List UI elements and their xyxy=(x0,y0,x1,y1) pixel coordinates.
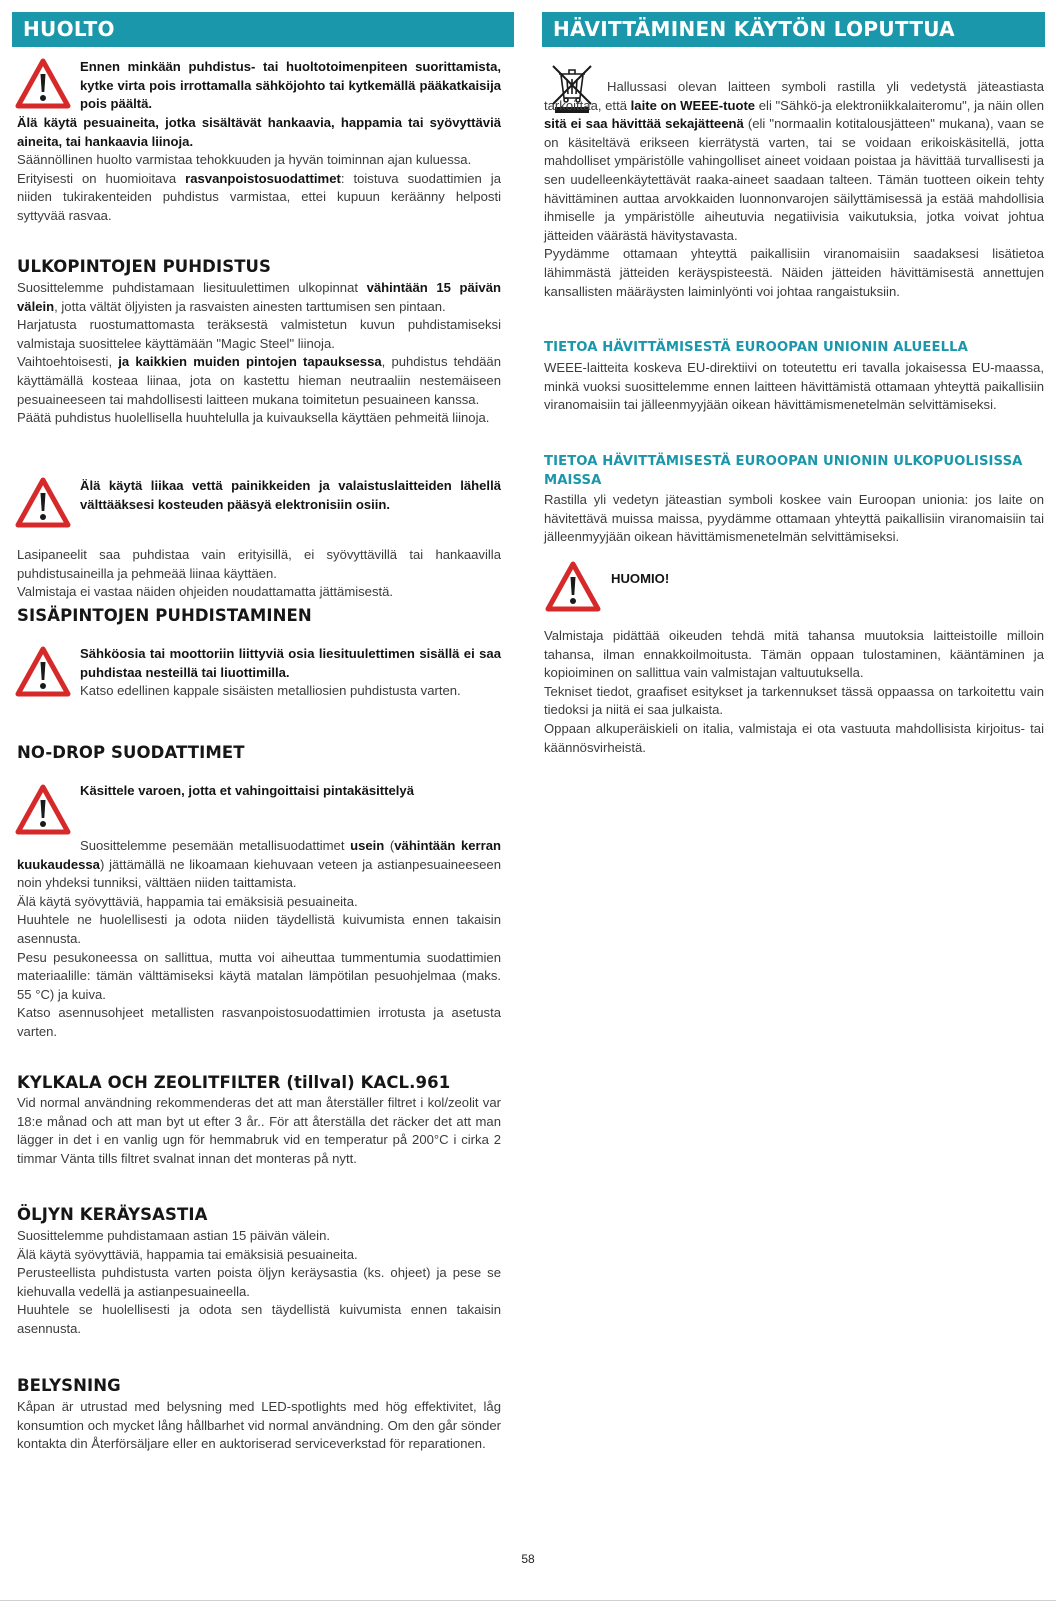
heading-non-eu-disposal: TIETOA HÄVITTÄMISESTÄ EUROOPAN UNIONIN ULKOPUOLISISSA MAISSA xyxy=(544,454,1023,488)
heading-carbon-filter: KYLKALA OCH ZEOLITFILTER (tillval) KACL.961 xyxy=(17,1073,451,1092)
paragraph: Säännöllinen huolto varmistaa tehokkuuden ja hyvän toiminnan ajan kuluessa. xyxy=(17,152,472,168)
paragraph: Lasipaneelit saa puhdistaa vain erityisillä, ei syövyttävillä tai hankaavilla puhdistusaineilla ja pehmeää liinaa käyttäen. xyxy=(17,547,501,581)
warning-text: Käsittele varoen, jotta et vahingoittaisi pintakäsittelyä xyxy=(80,783,414,798)
paragraph: Perusteellista puhdistusta varten poista öljyn keräysastia (ks. ohjeet) ja pese se kiehuvalla vedellä ja astianpesuaineella. xyxy=(17,1265,501,1299)
warning-text: Älä käytä liikaa vettä painikkeiden ja valaistuslaitteiden lähellä välttääksesi kosteuden pääsyä elektronisiin osiin. xyxy=(80,478,501,512)
page-bottom-rule xyxy=(0,1600,1056,1601)
paragraph: Vid normal användning rekommenderas det att man återställer filtret i kol/zeolit var 18:e månad och att man byt ut efter 3 år.. För att återställa det räcker det att man lägger in det i en vanlig ugn för hemmabruk vid en temperatur på 200°C i cirka 2 timmar Vänta tills filtret svalnat innan det monteras på nytt. xyxy=(17,1095,501,1166)
paragraph: Suosittelemme puhdistamaan liesituulettimen ulkopinnat vähintään 15 päivän välein, jotta vältät öljyisten ja rasvaisten ainesten tarttumisen sen pintaan. xyxy=(17,280,501,314)
warning-block-inside xyxy=(80,645,501,701)
warning-triangle-icon xyxy=(545,561,601,613)
heading-lighting: BELYSNING xyxy=(17,1376,121,1395)
paragraph: Harjatusta ruostumattomasta teräksestä valmistetun kuvun puhdistamiseksi valmistaja suosittelee käyttämään "Magic Steel" liinoja. xyxy=(17,317,501,351)
note-title xyxy=(611,570,669,589)
paragraph: Katso edellinen kappale sisäisten metalliosien puhdistusta varten. xyxy=(80,683,461,699)
paragraph: Tekniset tiedot, graafiset esitykset ja tarkennukset tässä oppaassa on tarkoitettu vain tiedoksi ja niitä ei saa julkaista. xyxy=(544,683,1044,718)
paragraph: Hallussasi olevan laitteen symboli rastilla yli vedetystä jäteastiasta tarkoittaa, että laite on WEEE-tuote eli "Sähkö-ja elektroniikkalaiteromu", ja näin ollen sitä ei saa hävittää sekajätteenä (eli "normaalin kotitalousjätteen" mukana), vaan se on käsiteltävä erikseen kierrätystä varten, tai se voidaan erikoiskäsitellä, jotta mahdolliset ympäristölle vahingolliset aineet voidaan poistaa ja hävittää turvallisesti ja sen uudelleenkäytettävät raaka-aineet saadaan talteen. Tämän tuotteen oikein tehty hävittäminen auttaa arvokkaiden luonnonvarojen säilyttämisessä ja estää mahdollisia ihmiselle ja ympäristölle aiheutuvia negatiivisia vaikutuksia, jotka voivat johtua jätteiden väärästä hävitystavasta. xyxy=(544,79,1044,243)
paragraph: Huuhtele ne huolellisesti ja odota niiden täydellistä kuivumista ennen takaisin asennusta. xyxy=(17,912,501,946)
warning-triangle-icon xyxy=(15,58,71,110)
section-header-huolto: HUOLTO xyxy=(12,12,514,47)
nodrop-text xyxy=(17,837,501,1042)
non-eu-disposal-text xyxy=(544,491,1044,547)
paragraph: Pyydämme ottamaan yhteyttä paikallisiin viranomaisiin saadaksesi lisätietoa lähimmästä jätteiden keräyspisteestä. Näiden jätteiden hävittämisestä annettujen kansallisten määräysten laiminlyönti voi johtaa rangaistuksiin. xyxy=(544,246,1044,299)
paragraph: Valmistaja pidättää oikeuden tehdä mitä tahansa muutoksia laitteistoille milloin tahansa, ilman ennakkoilmoitusta. Tämän oppaan tulostaminen, kääntäminen ja kopioiminen on sallittua vain valmistajan valtuutuksella. xyxy=(544,628,1044,681)
glass-cleaning-text xyxy=(17,546,501,602)
paragraph: Rastilla yli vedetyn jäteastian symboli koskee vain Euroopan unionia: jos laite on hävitettävä muissa maissa, pyydämme ottamaan yhteyttä paikallisiin viranomaisiin tai jälleenmyyjään oikean hävittämismenetelmän selvittämiseksi. xyxy=(544,492,1044,545)
carbon-filter-text xyxy=(17,1094,501,1168)
warning-block-power xyxy=(80,58,501,114)
paragraph: Suosittelemme puhdistamaan astian 15 päivän välein. xyxy=(17,1228,330,1243)
heading-outside-cleaning: ULKOPINTOJEN PUHDISTUS xyxy=(17,257,272,276)
heading-nodrop-filters: NO-DROP SUODATTIMET xyxy=(17,743,245,762)
warning-triangle-icon xyxy=(15,477,71,529)
warning-triangle-icon xyxy=(15,646,71,698)
paragraph: Katso asennusohjeet metallisten rasvanpoistosuodattimien irrotusta ja asetusta varten. xyxy=(17,1005,501,1039)
paragraph: Kåpan är utrustad med belysning med LED-spotlights med hög effektivitet, låg konsumtion och mycket lång hållbarhet vid normal användning. Om den går sönder kontakta din Återförsäljare eller en auktoriserad serviceverkstad för reparationen. xyxy=(17,1399,501,1452)
paragraph: Pesu pesukoneessa on sallittua, mutta voi aiheuttaa tummentumia suodattimien materiaalille: tämän välttämiseksi käytä matalan lämpötilan pesuohjelmaa (maks. 55 °C) ja kuiva. xyxy=(17,949,501,1002)
maintenance-text xyxy=(17,114,501,226)
warning-block-nodrop xyxy=(80,782,501,801)
section-header-disposal: HÄVITTÄMINEN KÄYTÖN LOPUTTUA xyxy=(542,12,1045,47)
oil-collector-text xyxy=(17,1227,501,1339)
weee-text xyxy=(544,78,1044,301)
paragraph: Suosittelemme pesemään metallisuodattimet usein (vähintään kerran kuukaudessa) jättämällä ne likoamaan kiehuvaan veteen ja astianpesuaineeseen noin yhdeksi tunniksi, välttäen niiden taittamista. xyxy=(17,838,502,891)
warning-text: Sähköosia tai moottoriin liittyviä osia liesituulettimen sisällä ei saa puhdistaa nesteillä tai liuottimilla. xyxy=(80,646,501,680)
paragraph: Älä käytä syövyttäviä, happamia tai emäksisiä pesuaineita. xyxy=(17,893,358,909)
warning-detergents: Älä käytä pesuaineita, jotka sisältävät hankaavia, happamia tai syövyttäviä aineita, tai hankaavia liinoja. xyxy=(17,115,501,149)
warning-text: Ennen minkään puhdistus- tai huoltotoimenpiteen suorittamista, kytke virta pois irrottamalla sähköjohto tai kytkemällä pääkatkaisija pois päältä. xyxy=(80,59,501,112)
paragraph: Päätä puhdistus huolellisella huuhtelulla ja kuivauksella käyttäen pehmeitä liinoja. xyxy=(17,410,490,426)
heading-eu-disposal: TIETOA HÄVITTÄMISESTÄ EUROOPAN UNIONIN ALUEELLA xyxy=(544,340,968,355)
warning-triangle-icon xyxy=(15,784,71,836)
heading-oil-collector: ÖLJYN KERÄYSASTIA xyxy=(17,1205,208,1224)
paragraph: Erityisesti on huomioitava rasvanpoistosuodattimet: toistuva suodattimien ja niiden tukirakenteiden puhdistus varmistaa, ettei kupuun keräänny helposti syttyvää rasvaa. xyxy=(17,170,501,223)
page-number: 58 xyxy=(521,1552,535,1566)
note-text xyxy=(544,627,1044,757)
paragraph: Valmistaja ei vastaa näiden ohjeiden noudattamatta jättämisestä. xyxy=(17,584,394,600)
paragraph: Vaihtoehtoisesti, ja kaikkien muiden pintojen tapauksessa, puhdistus tehdään käyttämällä kosteaa liinaa, jota on kastettu hieman neutraaliin nestemäiseen pesuaineeseen tai mahdollisesti laitteen mukana toimitetun pesuaineen kanssa. xyxy=(17,354,501,407)
eu-disposal-text xyxy=(544,359,1044,415)
heading-inside-cleaning: SISÄPINTOJEN PUHDISTAMINEN xyxy=(17,606,312,625)
warning-block-water xyxy=(80,477,501,514)
outside-cleaning-text xyxy=(17,279,501,428)
paragraph: Huuhtele se huolellisesti ja odota sen täydellistä kuivumista ennen takaisin asennusta. xyxy=(17,1302,501,1336)
paragraph: WEEE-laitteita koskeva EU-direktiivi on toteutettu eri tavalla jokaisessa EU-maassa, minkä vuoksi suosittelemme ennen laitteen hävittämistä ottamaan yhteyttä paikallisiin viranomaisiin tai jälleenmyyjään oikean hävittämismenetelmän selvittämiseksi. xyxy=(544,360,1044,413)
note-title-text: HUOMIO! xyxy=(611,571,670,586)
paragraph: Älä käytä syövyttäviä, happamia tai emäksisiä pesuaineita. xyxy=(17,1246,358,1262)
paragraph: Oppaan alkuperäiskieli on italia, valmistaja ei ota vastuuta mahdollisista kirjoitus- tai käännösvirheistä. xyxy=(544,720,1044,755)
lighting-text xyxy=(17,1398,501,1454)
